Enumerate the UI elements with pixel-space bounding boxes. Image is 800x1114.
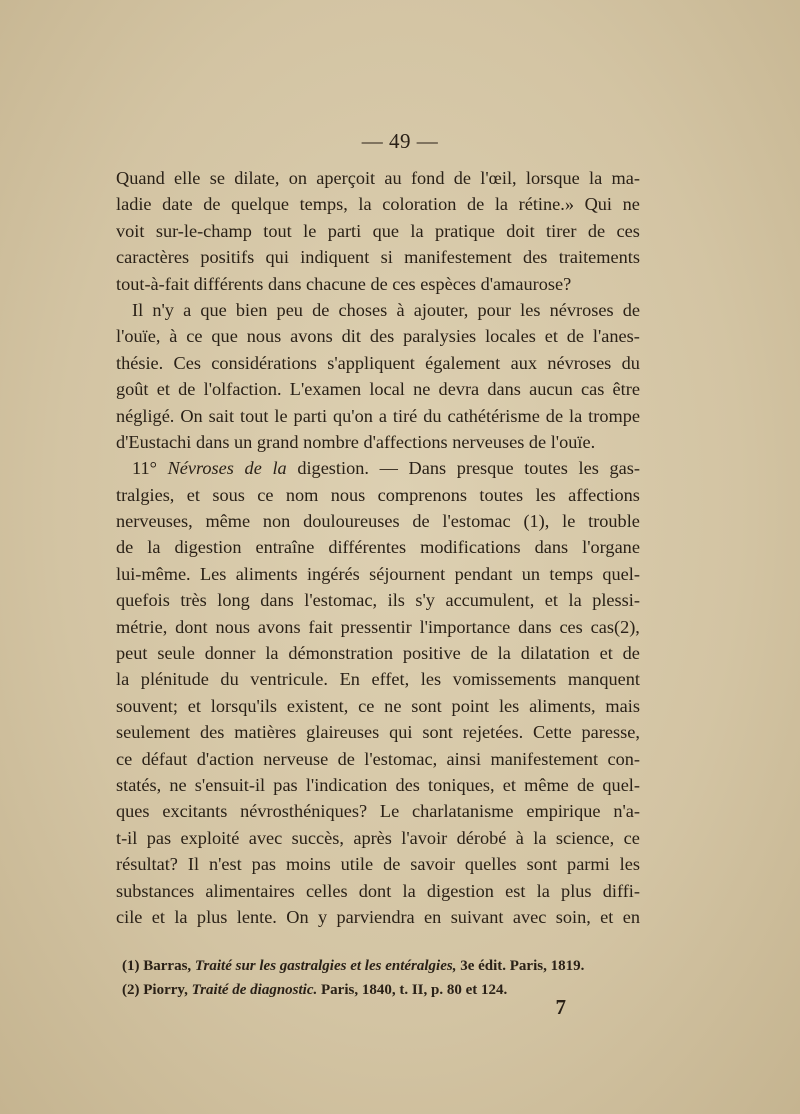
text-line: thésie. Ces considérations s'appliquent également aux névroses du (116, 352, 640, 373)
text-line: résultat? Il n'est pas moins utile de savoir quelles sont parmi les (116, 854, 640, 875)
text-line: la plénitude du ventricule. En effet, les vomissements manquent (116, 669, 640, 690)
text-line: seulement des matières glaireuses qui sont rejetées. Cette paresse, (116, 722, 640, 743)
text-line: peut seule donner la démonstration positive de la dilatation et de (116, 643, 640, 664)
footnote-number: (1) (122, 958, 140, 974)
text-line: négligé. On sait tout le parti qu'on a tiré du cathétérisme de la trompe (116, 405, 640, 426)
footnote-title: Traité sur les gastralgies et les entéralgies, (194, 958, 457, 974)
text-line: voit sur-le-champ tout le parti que la pratique doit tirer de ces (116, 220, 640, 241)
text-line: ques excitants névrosthéniques? Le charlatanisme empirique n'a- (116, 801, 640, 822)
text-line: tout-à-fait différents dans chacune de ces espèces d'amaurose? (116, 273, 572, 294)
text-line: métrie, dont nous avons fait pressentir l'importance dans ces cas(2), (116, 616, 640, 637)
text-line: ladie date de quelque temps, la coloration de la rétine.» Qui ne (116, 194, 640, 215)
text-line: t-il pas exploité avec succès, après l'avoir dérobé à la science, ce (116, 827, 640, 848)
text-line: Quand elle se dilate, on aperçoit au fond de l'œil, lorsque la ma- (116, 168, 640, 188)
footnote-author: Barras, (143, 958, 192, 974)
footnote-rest: 3e édit. Paris, 1819. (460, 958, 585, 974)
text-line: 11° Névroses de la digestion. — Dans presque toutes les gas- (132, 458, 640, 479)
text-line: substances alimentaires celles dont la digestion est la plus diffi- (116, 880, 640, 901)
text-line: tralgies, et sous ce nom nous comprenons toutes les affections (116, 484, 640, 505)
text-line: caractères positifs qui indiquent si manifestement des traitements (116, 247, 640, 268)
text-line: cile et la plus lente. On y parviendra en suivant avec soin, et en (116, 906, 640, 927)
text-line: statés, ne s'ensuit-il pas l'indication des toniques, et même de quel- (116, 774, 640, 795)
text-line: goût et de l'olfaction. L'examen local ne devra dans aucun cas être (116, 379, 640, 400)
text-line: l'ouïe, à ce que nous avons dit des paralysies locales et de l'anes- (116, 326, 640, 347)
text-line: quefois très long dans l'estomac, ils s'y accumulent, et la plessi- (116, 590, 640, 611)
body-text (116, 165, 640, 930)
text-line: lui-même. Les aliments ingérés séjournent pendant un temps quel- (116, 563, 640, 584)
text-line: ce défaut d'action nerveuse de l'estomac, ainsi manifestement con- (116, 748, 640, 769)
text-line: souvent; et lorsqu'ils existent, ce ne sont point les aliments, mais (116, 695, 640, 716)
text-line: de la digestion entraîne différentes modifications dans l'organe (116, 537, 640, 558)
text-line: Il n'y a que bien peu de choses à ajouter, pour les névroses de (132, 299, 640, 320)
text-line: nerveuses, même non douloureuses de l'estomac (1), le trouble (116, 511, 640, 532)
text-line: d'Eustachi dans un grand nombre d'affections nerveuses de l'ouïe. (116, 431, 596, 452)
footnote-author: Piorry, (143, 982, 188, 998)
signature-mark: 7 (555, 995, 566, 1019)
footnote-title: Traité de diagnostic. (191, 982, 318, 998)
footnote-number: (2) (122, 982, 140, 998)
footnote-rest: Paris, 1840, t. II, p. 80 et 124. (321, 982, 508, 998)
page-number-header: — 49 — (361, 129, 439, 153)
footnote-1 (122, 954, 642, 978)
